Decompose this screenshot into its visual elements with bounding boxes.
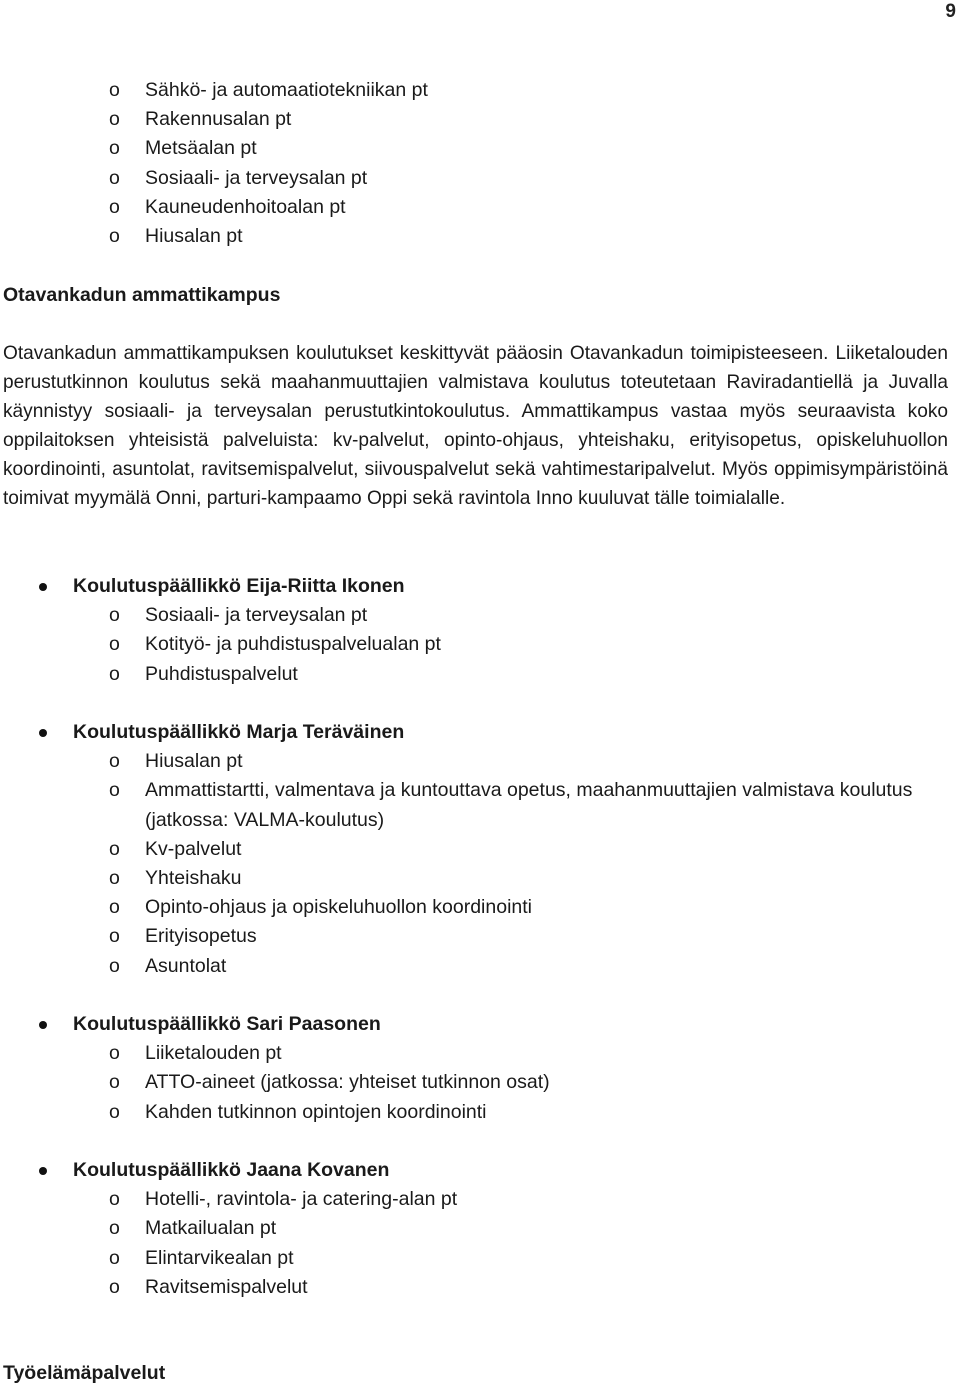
list-item: o Hotelli-, ravintola- ja catering-alan pt <box>0 1185 960 1214</box>
list-item: o Matkailualan pt <box>0 1214 960 1243</box>
section-title: Koulutuspäällikkö Sari Paasonen <box>0 1010 960 1039</box>
footer-heading: Työelämäpalvelut <box>3 1362 166 1384</box>
list-item: o Asuntolat <box>0 952 960 981</box>
list-item: o Yhteishaku <box>0 864 960 893</box>
section-eija-riitta-ikonen <box>0 572 960 689</box>
list-item: o Ravitsemispalvelut <box>0 1273 960 1302</box>
circle-marker: o <box>109 954 120 977</box>
section-title: Koulutuspäällikkö Marja Teräväinen <box>0 718 960 747</box>
circle-marker: o <box>109 137 120 160</box>
circle-marker: o <box>109 225 120 248</box>
circle-marker: o <box>109 166 120 189</box>
list-item: o Kauneudenhoitoalan pt <box>0 193 960 222</box>
circle-marker: o <box>109 79 120 101</box>
top-program-list <box>0 76 960 251</box>
list-item: o Elintarvikealan pt <box>0 1244 960 1273</box>
list-item: o Hiusalan pt <box>0 747 960 776</box>
list-item: o Opinto-ohjaus ja opiskeluhuollon koordinointi <box>0 893 960 922</box>
circle-marker: o <box>109 896 120 919</box>
circle-marker: o <box>109 1100 120 1123</box>
circle-marker: o <box>109 662 120 685</box>
circle-marker: o <box>109 1042 120 1065</box>
list-item: o Kahden tutkinnon opintojen koordinointi <box>0 1098 960 1127</box>
list-item: o Ammattistartti, valmentava ja kuntouttava opetus, maahanmuuttajien valmistava koulutus (jatkossa: VALMA-koulutus) <box>0 776 945 834</box>
section-title: Koulutuspäällikkö Jaana Kovanen <box>0 1156 960 1185</box>
circle-marker: o <box>109 837 120 860</box>
list-item: o Sosiaali- ja terveysalan pt <box>0 601 960 630</box>
circle-marker: o <box>109 867 120 890</box>
circle-marker: o <box>109 1217 120 1240</box>
page-number: 9 <box>945 1 956 22</box>
circle-marker: o <box>109 604 120 627</box>
list-item: o ATTO-aineet (jatkossa: yhteiset tutkinnon osat) <box>0 1068 960 1097</box>
circle-marker: o <box>109 1071 120 1094</box>
circle-marker: o <box>109 195 120 218</box>
circle-marker: o <box>109 1275 120 1298</box>
list-item: o Hiusalan pt <box>0 222 960 251</box>
list-item: o Rakennusalan pt <box>0 105 960 134</box>
list-item: o Liiketalouden pt <box>0 1039 960 1068</box>
bullet-icon <box>39 1021 47 1029</box>
list-item: o Kv-palvelut <box>0 835 960 864</box>
circle-marker: o <box>109 108 120 131</box>
bullet-icon <box>39 583 47 591</box>
circle-marker: o <box>109 633 120 656</box>
list-item: o Puhdistuspalvelut <box>0 660 960 689</box>
circle-marker: o <box>109 750 120 773</box>
list-item: o Kotityö- ja puhdistuspalvelualan pt <box>0 630 960 659</box>
circle-marker: o <box>109 925 120 948</box>
bullet-icon <box>39 729 47 737</box>
list-item: o Sosiaali- ja terveysalan pt <box>0 164 960 193</box>
campus-paragraph: Otavankadun ammattikampuksen koulutukset keskittyvät pääosin Otavankadun toimipisteeseen. Liiketalouden perustutkinnon koulutus sekä maahanmuuttajien valmistava koulutus toteutetaan Raviradantiellä ja Juvalla käynnistyy sosiaali- ja terveysalan perustutkintokoulutus. Ammattikampus vastaa myös seuraavista koko oppilaitoksen yhteisistä palveluista: kv-palvelut, opinto-ohjaus, yhteishaku, erityisopetus, opiskeluhuollon koordinointi, asuntolat, ravitsemispalvelut, siivouspalvelut sekä vahtimestaripalvelut. Myös oppimisympäristöinä toimivat myymälä Onni, parturi-kampaamo Oppi sekä ravintola Inno kuuluvat tälle toimialalle. <box>3 343 948 510</box>
section-jaana-kovanen <box>0 1156 960 1302</box>
list-item: o Sähkö- ja automaatiotekniikan pt <box>0 76 960 105</box>
circle-marker: o <box>109 779 120 802</box>
circle-marker: o <box>109 1188 120 1211</box>
list-item: o Metsäalan pt <box>0 134 960 163</box>
bullet-icon <box>39 1167 47 1175</box>
section-sari-paasonen <box>0 1010 960 1127</box>
section-marja-teravainen <box>0 718 960 981</box>
section-title: Koulutuspäällikkö Eija-Riitta Ikonen <box>0 572 960 601</box>
list-item: o Erityisopetus <box>0 922 960 951</box>
campus-heading: Otavankadun ammattikampus <box>3 284 281 306</box>
circle-marker: o <box>109 1246 120 1269</box>
